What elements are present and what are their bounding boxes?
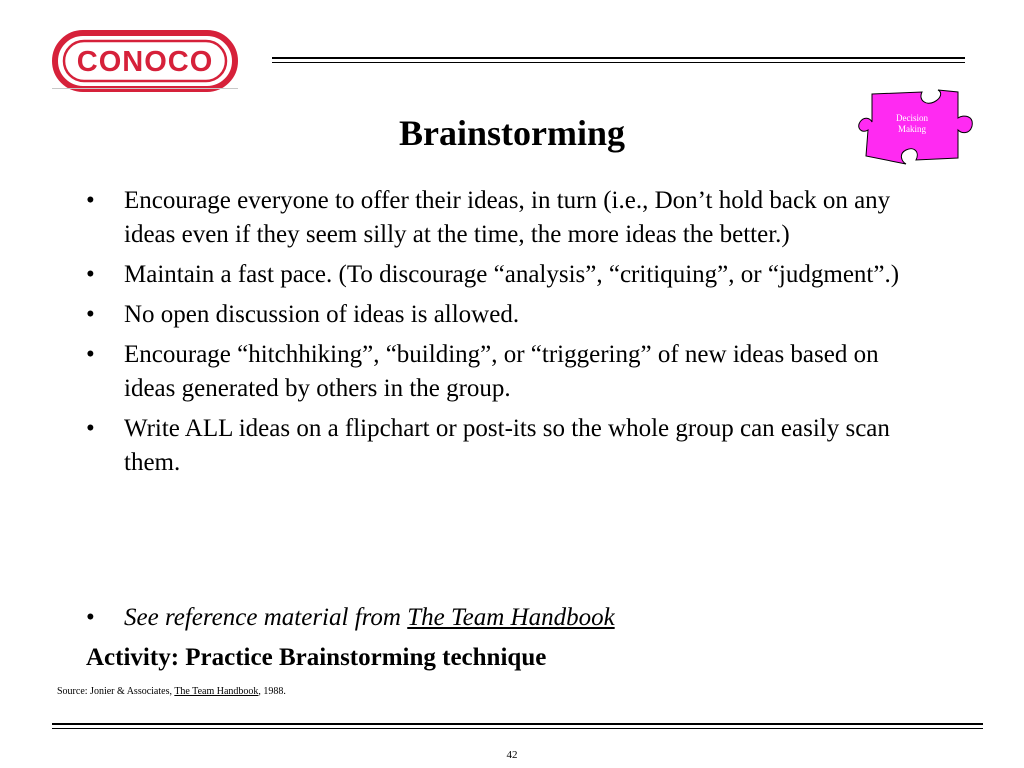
bullet-icon: • [86, 261, 95, 288]
list-item [86, 412, 926, 480]
footer-rule [52, 723, 983, 729]
badge-line2: Making [898, 124, 926, 134]
reference-item [86, 601, 926, 635]
source-book: The Team Handbook [174, 686, 259, 697]
bullet-icon: • [86, 415, 95, 442]
conoco-logo [52, 30, 238, 92]
bullet-text: Encourage “hitchhiking”, “building”, or “triggering” of new ideas based on ideas generated by others in the group. [124, 341, 879, 402]
bullet-text: No open discussion of ideas is allowed. [124, 301, 520, 328]
bullet-text: Maintain a fast pace. (To discourage “analysis”, “critiquing”, or “judgment”.) [124, 261, 900, 288]
bullet-icon: • [86, 604, 95, 631]
bullet-text: Write ALL ideas on a flipchart or post-its so the whole group can easily scan them. [124, 415, 890, 476]
logo-divider [52, 88, 238, 89]
bullet-text: Encourage everyone to offer their ideas, in turn (i.e., Don’t hold back on any ideas even if they seem silly at the time, the more ideas the better.) [124, 187, 891, 248]
bullet-icon: • [86, 341, 95, 368]
source-suffix: , 1988. [258, 686, 286, 697]
activity-heading: Activity: Practice Brainstorming technique [86, 644, 547, 671]
source-prefix: Source: Jonier & Associates, [57, 686, 175, 697]
bullet-icon: • [86, 187, 95, 214]
list-item [86, 184, 926, 252]
logo-text: CONOCO [76, 46, 214, 78]
reference-book-link[interactable]: The Team Handbook [407, 604, 615, 631]
list-item [86, 298, 926, 332]
list-item [86, 258, 926, 292]
slide-title: Brainstorming [398, 113, 625, 153]
bullet-list [86, 184, 926, 486]
reference-prefix: See reference material from [124, 604, 408, 631]
bullet-icon: • [86, 301, 95, 328]
list-item [86, 338, 926, 406]
page-number: 42 [506, 749, 518, 761]
badge-line1: Decision [896, 113, 928, 123]
header-rule [272, 57, 965, 63]
source-citation [57, 686, 286, 698]
